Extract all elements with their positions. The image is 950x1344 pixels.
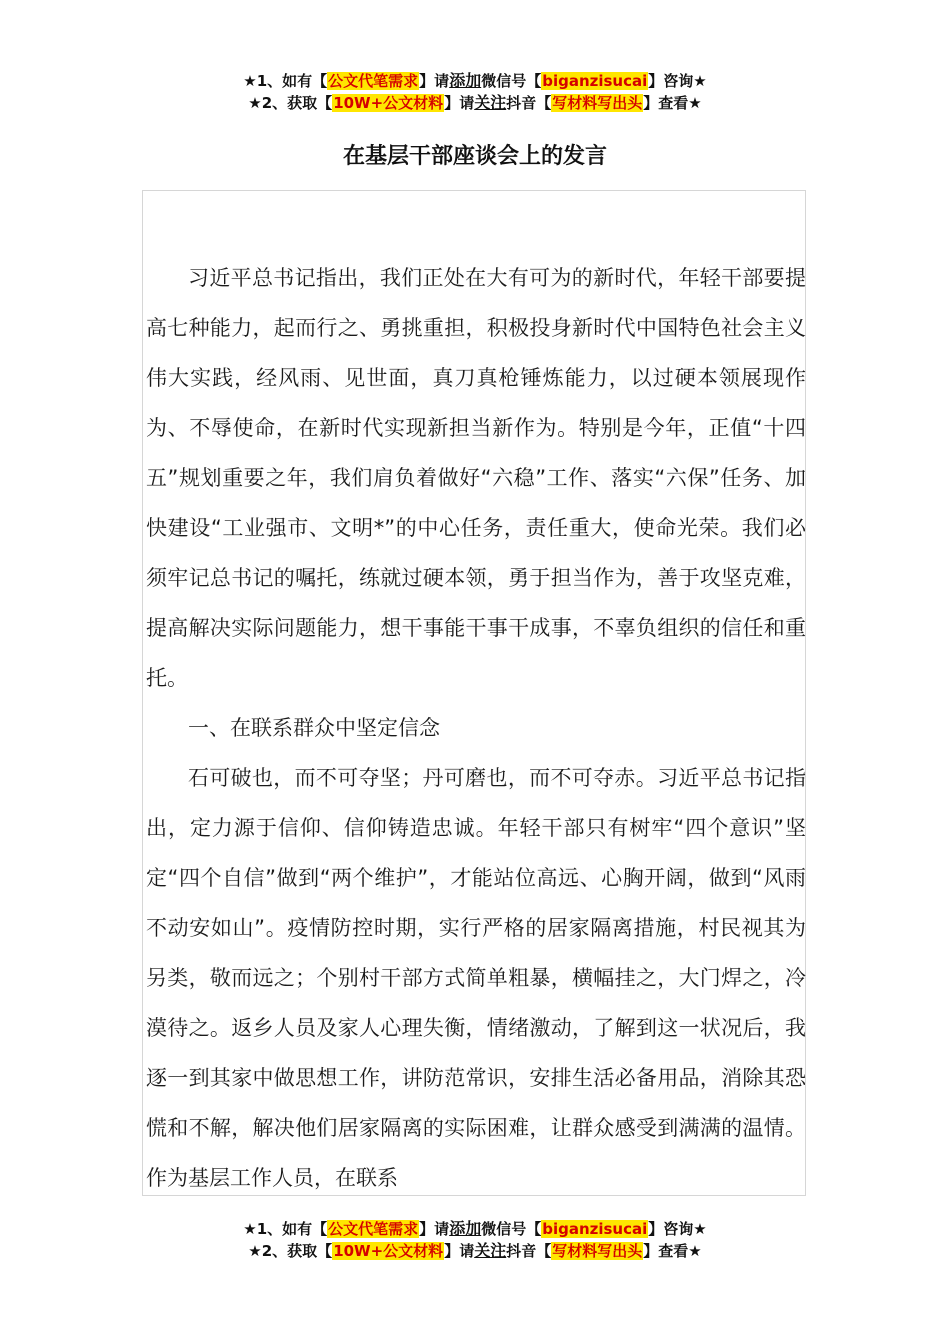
promo-emphasis: 关注 <box>474 1241 507 1260</box>
promo-text: 】咨询★ <box>648 1220 707 1238</box>
bottom-promo-banner <box>0 1218 950 1262</box>
promo-text: 】查看★ <box>643 94 702 112</box>
promo-text: 抖音【 <box>506 1242 552 1260</box>
paragraph: 石可破也，而不可夺坚；丹可磨也，而不可夺赤。习近平总书记指出，定力源于信仰、信仰铸造忠诚。年轻干部只有树牢“四个意识”坚定“四个自信”做到“两个维护”，才能站位高远、心胸开阔，做到“风雨不动安如山”。疫情防控时期，实行严格的居家隔离措施，村民视其为另类，敬而远之；个别村干部方式简单粗暴，横幅挂之，大门焊之，冷漠待之。返乡人员及家人心理失衡，情绪激动，了解到这一状况后，我逐一到其家中做思想工作，讲防范常识，安排生活必备用品，消除其恐慌和不解，解决他们居家隔离的实际困难，让群众感受到满满的温情。作为基层工作人员，在联系 <box>146 766 806 1190</box>
paragraph: 习近平总书记指出，我们正处在大有可为的新时代，年轻干部要提高七种能力，起而行之、勇挑重担，积极投身新时代中国特色社会主义伟大实践，经风雨、见世面，真刀真枪锤炼能力，以过硬本领展现作为、不辱使命，在新时代实现新担当新作为。特别是今年，正值“十四五”规划重要之年，我们肩负着做好“六稳”工作、落实“六保”任务、加快建设“工业强市、文明*”的中心任务，责任重大，使命光荣。我们必须牢记总书记的嘱托，练就过硬本领，勇于担当作为，善于攻坚克难，提高解决实际问题能力，想干事能干事干成事，不辜负组织的信任和重托。 <box>146 266 806 690</box>
wechat-id-highlight: biganzisucai <box>542 1220 648 1238</box>
promo-text: 抖音【 <box>506 94 552 112</box>
promo-highlight: 公文代笔需求 <box>328 72 419 90</box>
promo-text: 微信号【 <box>481 72 542 90</box>
document-body <box>146 253 806 1203</box>
promo-text: ★1、如有【 <box>243 72 328 90</box>
promo-text: 微信号【 <box>481 1220 542 1238</box>
wechat-id-highlight: biganzisucai <box>542 72 648 90</box>
promo-text: ★1、如有【 <box>243 1220 328 1238</box>
promo-text: ★2、获取【 <box>248 94 333 112</box>
document-title: 在基层干部座谈会上的发言 <box>342 144 607 169</box>
promo-line-2 <box>0 92 950 114</box>
promo-text: 】请 <box>444 94 475 112</box>
promo-line-1 <box>0 70 950 92</box>
promo-highlight: 10W+公文材料 <box>333 94 444 112</box>
promo-emphasis: 关注 <box>474 93 507 112</box>
promo-highlight: 10W+公文材料 <box>333 1242 444 1260</box>
section-heading: 一、在联系群众中坚定信念 <box>188 716 440 740</box>
promo-text: 】咨询★ <box>648 72 707 90</box>
promo-text: ★2、获取【 <box>248 1242 333 1260</box>
promo-text: 】请 <box>419 72 450 90</box>
promo-emphasis: 添加 <box>449 1219 482 1238</box>
promo-emphasis: 添加 <box>449 71 482 90</box>
douyin-account-highlight: 写材料写出头 <box>552 94 643 112</box>
promo-line-2 <box>0 1240 950 1262</box>
promo-text: 】请 <box>444 1242 475 1260</box>
douyin-account-highlight: 写材料写出头 <box>552 1242 643 1260</box>
promo-highlight: 公文代笔需求 <box>328 1220 419 1238</box>
promo-text: 】查看★ <box>643 1242 702 1260</box>
top-promo-banner <box>0 70 950 114</box>
promo-line-1 <box>0 1218 950 1240</box>
promo-text: 】请 <box>419 1220 450 1238</box>
